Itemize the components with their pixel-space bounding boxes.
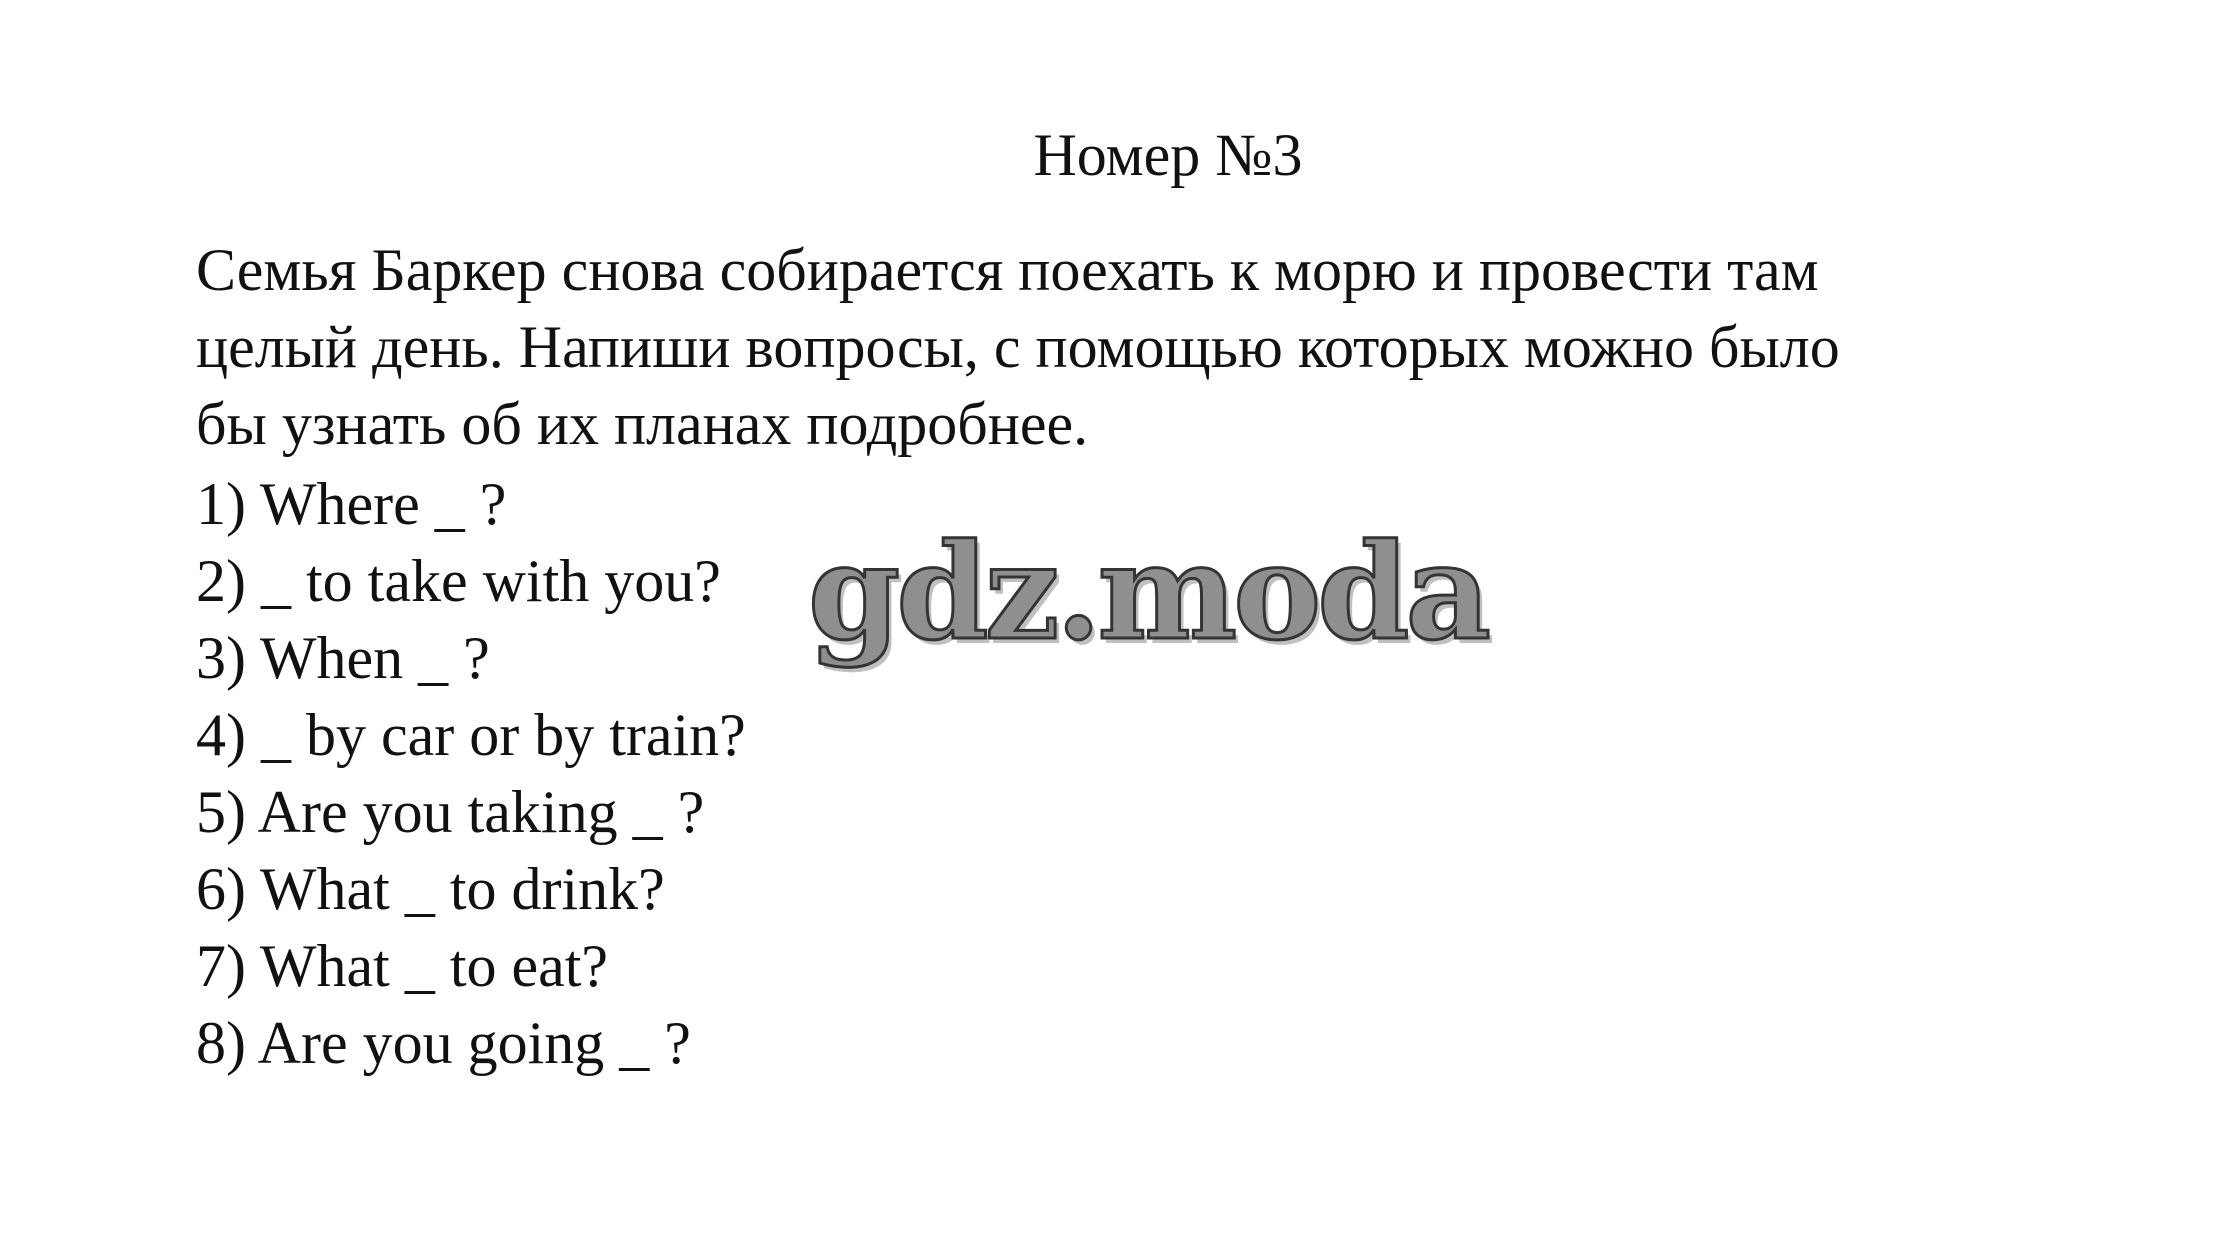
question-item: 1) Where _ ? [196,471,507,537]
question-item: 7) What _ to eat? [196,933,609,999]
question-item: 5) Are you taking _ ? [196,779,705,845]
question-item: 3) When _ ? [196,625,490,691]
watermark: gdz.moda [808,515,1488,670]
question-list [196,466,746,1082]
page-title: Номер №3 [1033,122,1303,188]
task-line: Семья Баркер снова собирается поехать к морю и провести там [196,237,1819,303]
question-item: 6) What _ to drink? [196,856,665,922]
task-line: целый день. Напиши вопросы, с помощью которых можно было [196,314,1840,380]
question-item: 4) _ by car or by train? [196,702,746,768]
question-item: 2) _ to take with you? [196,548,721,614]
task-line: бы узнать об их планах подробнее. [196,391,1089,457]
question-item: 8) Are you going _ ? [196,1010,691,1076]
task-instructions [196,232,2146,463]
